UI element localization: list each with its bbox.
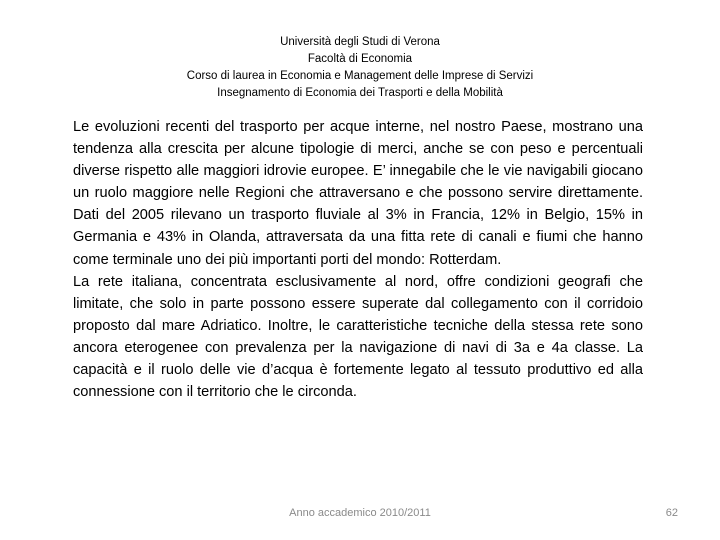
- course-name: Corso di laurea in Economia e Management delle Imprese di Servizi: [186, 70, 534, 82]
- subject-name: Insegnamento di Economia dei Trasporti e della Mobilità: [217, 87, 503, 99]
- university-name: Università degli Studi di Verona: [280, 36, 440, 48]
- slide-header: [0, 34, 720, 102]
- slide-body: [73, 116, 643, 403]
- page-number: 62: [665, 507, 678, 519]
- footer-academic-year: Anno accademico 2010/2011: [289, 507, 431, 519]
- body-paragraph-1: Le evoluzioni recenti del trasporto per acque interne, nel nostro Paese, mostrano una tendenza alla crescita per alcune tipologie di merci, anche se con peso e percentuali diverse rispetto alle maggiori idrovie europee. E’ innegabile che le vie navigabili giocano un ruolo maggiore nelle Regioni che attraversano e che possono servire direttamente. Dati del 2005 rilevano un trasporto fluviale al 3% in Francia, 12% in Belgio, 15% in Germania e 43% in Olanda, attraversata da una fitta rete di canali e fiumi che hanno come terminale uno dei più importanti porti del mondo: Rotterdam.: [73, 119, 643, 268]
- body-paragraph-2: La rete italiana, concentrata esclusivamente al nord, offre condizioni geografi che limitate, che solo in parte possono essere superate dal collegamento con il corridoio proposto dal mare Adriatico. Inoltre, le caratteristiche tecniche della stessa rete sono ancora eterogenee con prevalenza per la navigazione di navi di 3a e 4a classe. La capacità e il ruolo delle vie d’acqua è fortemente legato al tessuto produttivo ed alla connessione con il territorio che le circonda.: [73, 273, 643, 401]
- faculty-name: Facoltà di Economia: [307, 53, 413, 65]
